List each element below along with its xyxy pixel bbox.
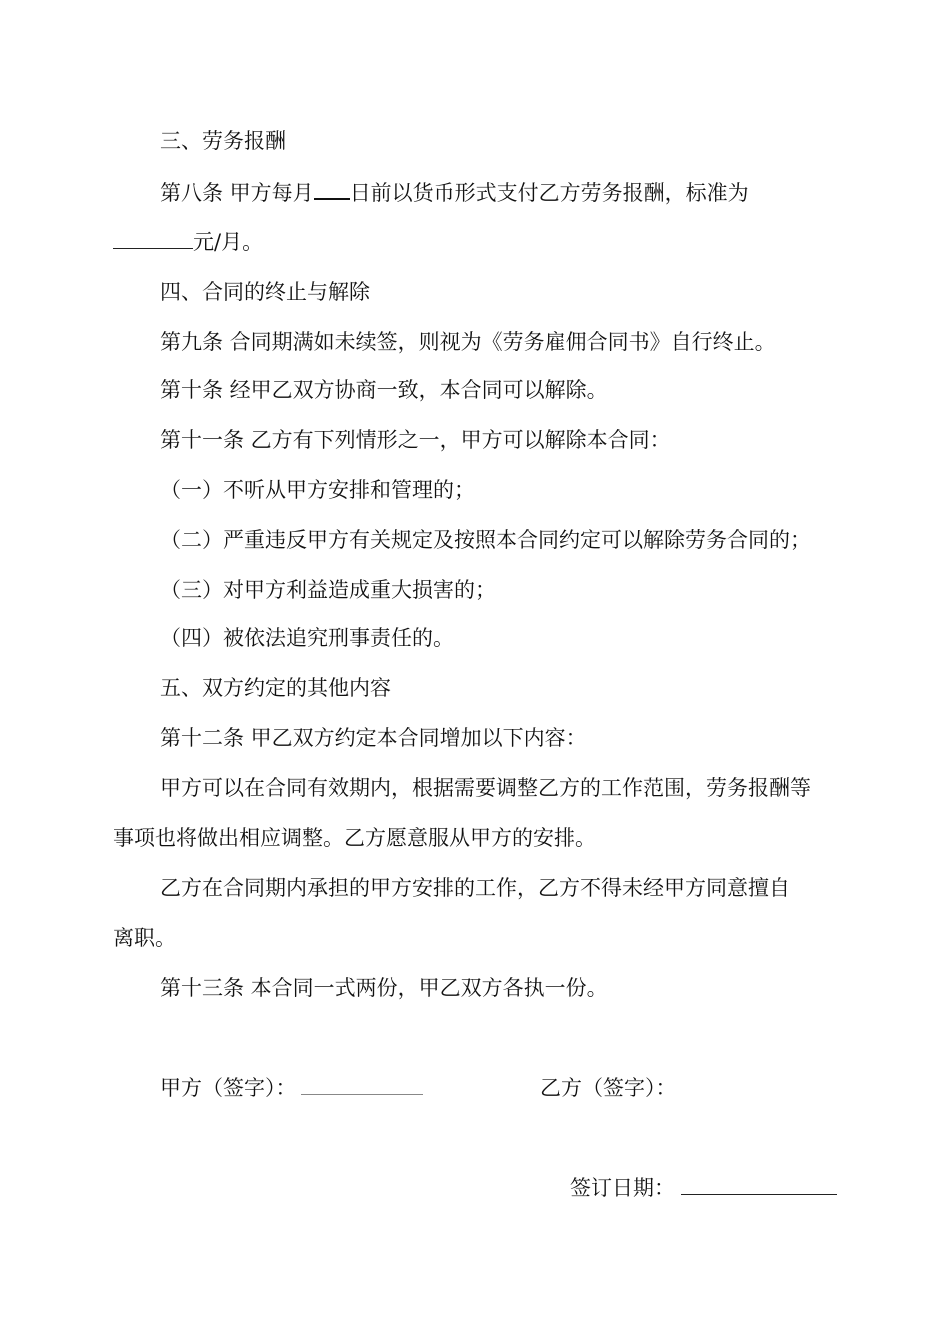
party-b-label: 乙方（签字）： (540, 1076, 677, 1100)
sign-date-line (681, 1174, 837, 1195)
party-a-signature-line (301, 1074, 423, 1095)
list-item: （三）对甲方利益造成重大损害的； (160, 578, 496, 602)
article-8-text-1: 第八条 甲方每月 (160, 181, 314, 205)
section-heading-4: 四、合同的终止与解除 (160, 280, 370, 304)
article-8-text-2: 日前以货币形式支付乙方劳务报酬，标准为 (349, 181, 749, 205)
list-item: （二）严重违反甲方有关规定及按照本合同约定可以解除劳务合同的； (160, 528, 811, 552)
list-item: （一）不听从甲方安排和管理的； (160, 478, 475, 502)
article-8 (160, 178, 749, 207)
article-12-para-1-cont: 事项也将做出相应调整。乙方愿意服从甲方的安排。 (113, 826, 596, 850)
party-a-label: 甲方（签字）： (160, 1076, 297, 1100)
article-12-para-2: 乙方在合同期内承担的甲方安排的工作，乙方不得未经甲方同意擅自 (160, 876, 790, 900)
article-9: 第九条 合同期满如未续签，则视为《劳务雇佣合同书》自行终止。 (160, 330, 776, 354)
article-10: 第十条 经甲乙双方协商一致，本合同可以解除。 (160, 378, 608, 402)
party-a-signature (160, 1074, 423, 1102)
sign-date-label: 签订日期： (570, 1176, 675, 1200)
sign-date (570, 1174, 837, 1202)
article-13: 第十三条 本合同一式两份，甲乙双方各执一份。 (160, 976, 608, 1000)
section-heading-5: 五、双方约定的其他内容 (160, 676, 391, 700)
list-item: （四）被依法追究刑事责任的。 (160, 626, 454, 650)
amount-blank (113, 228, 193, 249)
party-b-signature (540, 1074, 677, 1102)
section-heading-3: 三、劳务报酬 (160, 129, 286, 153)
day-blank (314, 178, 350, 200)
article-11: 第十一条 乙方有下列情形之一，甲方可以解除本合同： (160, 428, 671, 452)
article-12: 第十二条 甲乙双方约定本合同增加以下内容： (160, 726, 587, 750)
article-12-para-2-cont: 离职。 (113, 926, 176, 950)
article-8-cont (113, 228, 263, 256)
article-8-text-3: 元/月。 (193, 230, 264, 254)
article-12-para-1: 甲方可以在合同有效期内，根据需要调整乙方的工作范围，劳务报酬等 (160, 776, 811, 800)
